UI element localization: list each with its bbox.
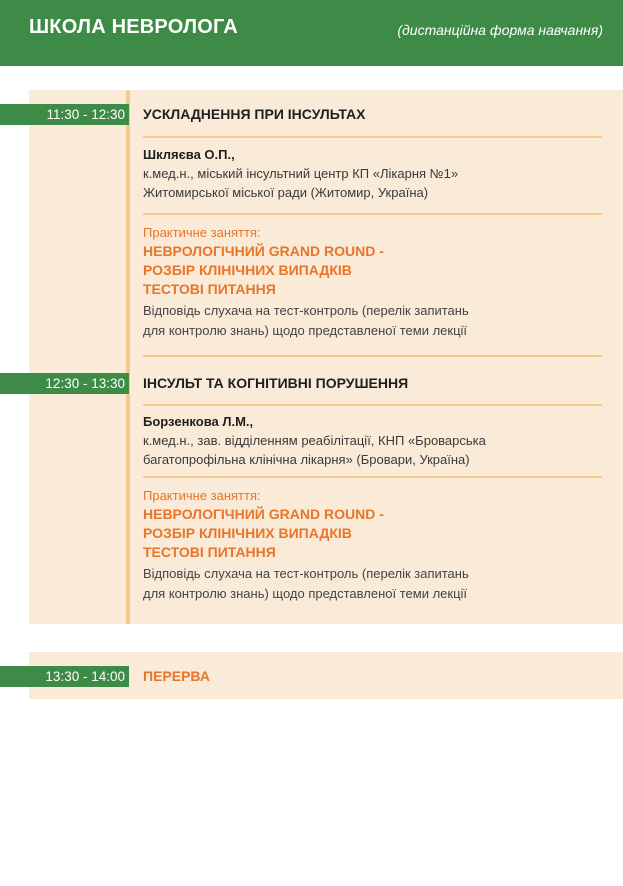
session-2-practical	[143, 486, 603, 604]
session-1-title: УСКЛАДНЕННЯ ПРИ ІНСУЛЬТАХ	[143, 106, 366, 122]
page-title: ШКОЛА НЕВРОЛОГА	[29, 16, 238, 38]
divider	[143, 355, 602, 357]
practical-description-line: для контролю знань) щодо представленої теми лекції	[143, 586, 468, 601]
practical-label: Практичне заняття:	[143, 488, 261, 503]
divider	[143, 476, 602, 478]
practical-title-line: ТЕСТОВІ ПИТАННЯ	[143, 281, 276, 297]
break-time: 13:30 - 14:00	[0, 666, 129, 687]
break-title: ПЕРЕРВА	[143, 668, 210, 684]
speaker-affiliation-line: Житомирської міської ради (Житомир, Україна)	[143, 185, 429, 200]
divider	[143, 213, 602, 215]
divider	[143, 136, 602, 138]
practical-description-line: для контролю знань) щодо представленої теми лекції	[143, 323, 468, 338]
session-2-title: ІНСУЛЬТ ТА КОГНІТИВНІ ПОРУШЕННЯ	[143, 375, 409, 391]
practical-title-line: НЕВРОЛОГІЧНИЙ GRAND ROUND -	[143, 243, 384, 259]
practical-label: Практичне заняття:	[143, 225, 261, 240]
practical-title-line: НЕВРОЛОГІЧНИЙ GRAND ROUND -	[143, 506, 384, 522]
session-2-time: 12:30 - 13:30	[0, 373, 129, 394]
practical-title-line: ТЕСТОВІ ПИТАННЯ	[143, 544, 276, 560]
speaker-name: Шкляєва О.П.,	[143, 147, 235, 162]
speaker-affiliation-line: багатопрофільна клінічна лікарня» (Бровари, Україна)	[143, 452, 470, 467]
speaker-name: Борзенкова Л.М.,	[143, 414, 254, 429]
speaker-affiliation-line: к.мед.н., зав. відділенням реабілітації, КНП «Броварська	[143, 433, 486, 448]
page-subtitle: (дистанційна форма навчання)	[397, 22, 603, 38]
session-2-speaker	[143, 412, 603, 469]
session-1-practical	[143, 223, 603, 341]
practical-description-line: Відповідь слухача на тест-контроль (перелік запитань	[143, 303, 469, 318]
header-banner	[0, 0, 623, 66]
practical-title-line: РОЗБІР КЛІНІЧНИХ ВИПАДКІВ	[143, 262, 352, 278]
session-1-time: 11:30 - 12:30	[0, 104, 129, 125]
practical-title-line: РОЗБІР КЛІНІЧНИХ ВИПАДКІВ	[143, 525, 352, 541]
speaker-affiliation-line: к.мед.н., міський інсультний центр КП «Лікарня №1»	[143, 166, 459, 181]
divider	[143, 404, 602, 406]
practical-description-line: Відповідь слухача на тест-контроль (перелік запитань	[143, 566, 469, 581]
timeline-line	[126, 90, 130, 624]
session-1-speaker	[143, 145, 603, 202]
